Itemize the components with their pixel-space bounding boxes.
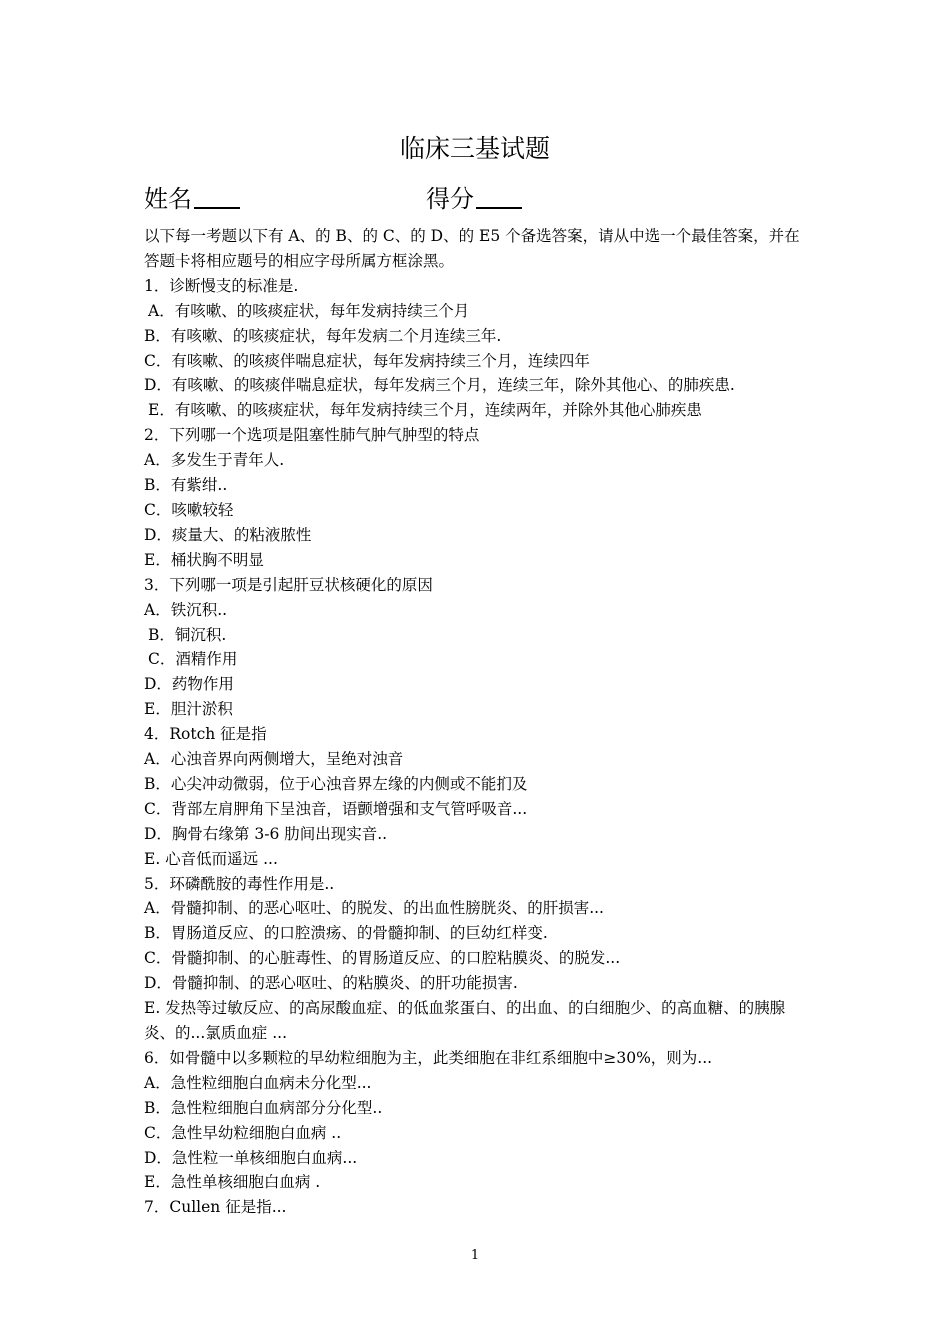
question-stem: 1．诊断慢支的标准是. (144, 276, 299, 295)
option-c: C．有咳嗽、的咳痰伴喘息症状，每年发病持续三个月，连续四年 (144, 351, 590, 370)
option-a: A．有咳嗽、的咳痰症状，每年发病持续三个月 (148, 301, 470, 320)
question-stem: 2．下列哪一个选项是阻塞性肺气肿气肿型的特点 (144, 426, 480, 445)
option-d: D．急性粒一单核细胞白血病... (144, 1148, 358, 1167)
option-e: E．胆汁淤积 (144, 700, 233, 719)
question-3 (144, 573, 814, 722)
option-a: A．心浊音界向两侧增大，呈绝对浊音 (144, 750, 404, 769)
option-e: E．桶状胸不明显 (144, 550, 264, 569)
question-2 (144, 423, 814, 572)
score-label: 得分 (426, 185, 474, 213)
question-1 (144, 274, 814, 423)
question-stem: 4．Rotch 征是指 (144, 725, 267, 744)
option-a: A．骨髓抑制、的恶心呕吐、的脱发、的出血性膀胱炎、的肝损害... (144, 899, 604, 918)
option-b: B．胃肠道反应、的口腔溃疡、的骨髓抑制、的巨幼红样变. (144, 924, 548, 943)
option-e: E．急性单核细胞白血病 . (144, 1173, 321, 1192)
question-4 (144, 722, 814, 871)
option-e: E. 心音低而遥远 ... (144, 849, 278, 868)
option-c: C．咳嗽较轻 (144, 500, 234, 519)
option-b: B．有紫绀.. (144, 476, 228, 495)
option-b: B．心尖冲动微弱，位于心浊音界左缘的内侧或不能扪及 (144, 774, 528, 793)
question-stem: 5．环磷酰胺的毒性作用是.. (144, 874, 335, 893)
option-d: D．痰量大、的粘液脓性 (144, 525, 312, 544)
page-title: 临床三基试题 (399, 134, 550, 163)
option-d: D．药物作用 (144, 675, 234, 694)
score-blank (476, 183, 522, 209)
option-c: C．酒精作用 (148, 650, 238, 669)
option-d: D．有咳嗽、的咳痰伴喘息症状，每年发病三个月，连续三年，除外其他心、的肺疾患. (144, 376, 735, 395)
name-label: 姓名 (144, 185, 192, 213)
option-e: E. 发热等过敏反应、的高尿酸血症、的低血浆蛋白、的出血、的白细胞少、的高血糖、的胰腺炎、的...氯质血症 ... (144, 999, 786, 1042)
option-a: A．急性粒细胞白血病未分化型... (144, 1073, 372, 1092)
instructions: 以下每一考题以下有 A、的 B、的 C、的 D、的 E5 个备选答案，请从中选一个最佳答案，并在答题卡将相应题号的相应字母所属方框涂黑。 (144, 227, 800, 270)
question-5 (144, 872, 814, 1046)
document-body (144, 224, 814, 1220)
option-b: B．铜沉积. (148, 625, 227, 644)
question-stem: 7．Cullen 征是指... (144, 1198, 287, 1217)
name-blank (194, 183, 240, 209)
question-6 (144, 1046, 814, 1195)
option-a: A．多发生于青年人. (144, 451, 285, 470)
option-b: B．有咳嗽、的咳痰症状，每年发病二个月连续三年. (144, 326, 502, 345)
question-7 (144, 1195, 814, 1220)
question-stem: 6．如骨髓中以多颗粒的早幼粒细胞为主，此类细胞在非红系细胞中≥30%，则为... (144, 1048, 713, 1067)
name-field-label (144, 182, 240, 216)
option-b: B．急性粒细胞白血病部分分化型.. (144, 1098, 383, 1117)
option-a: A．铁沉积.. (144, 600, 228, 619)
option-d: D．骨髓抑制、的恶心呕吐、的粘膜炎、的肝功能损害. (144, 974, 518, 993)
score-field-label (426, 182, 522, 216)
question-stem: 3．下列哪一项是引起肝豆状核硬化的原因 (144, 575, 433, 594)
option-c: C．背部左肩胛角下呈浊音，语颤增强和支气管呼吸音... (144, 799, 528, 818)
option-c: C．骨髓抑制、的心脏毒性、的胃肠道反应、的口腔粘膜炎、的脱发... (144, 949, 621, 968)
option-c: C．急性早幼粒细胞白血病 .. (144, 1123, 342, 1142)
option-d: D．胸骨右缘第 3-6 肋间出现实音.. (144, 824, 388, 843)
page-number: 1 (470, 1248, 480, 1263)
option-e: E．有咳嗽、的咳痰症状，每年发病持续三个月，连续两年，并除外其他心肺疾患 (148, 401, 702, 420)
